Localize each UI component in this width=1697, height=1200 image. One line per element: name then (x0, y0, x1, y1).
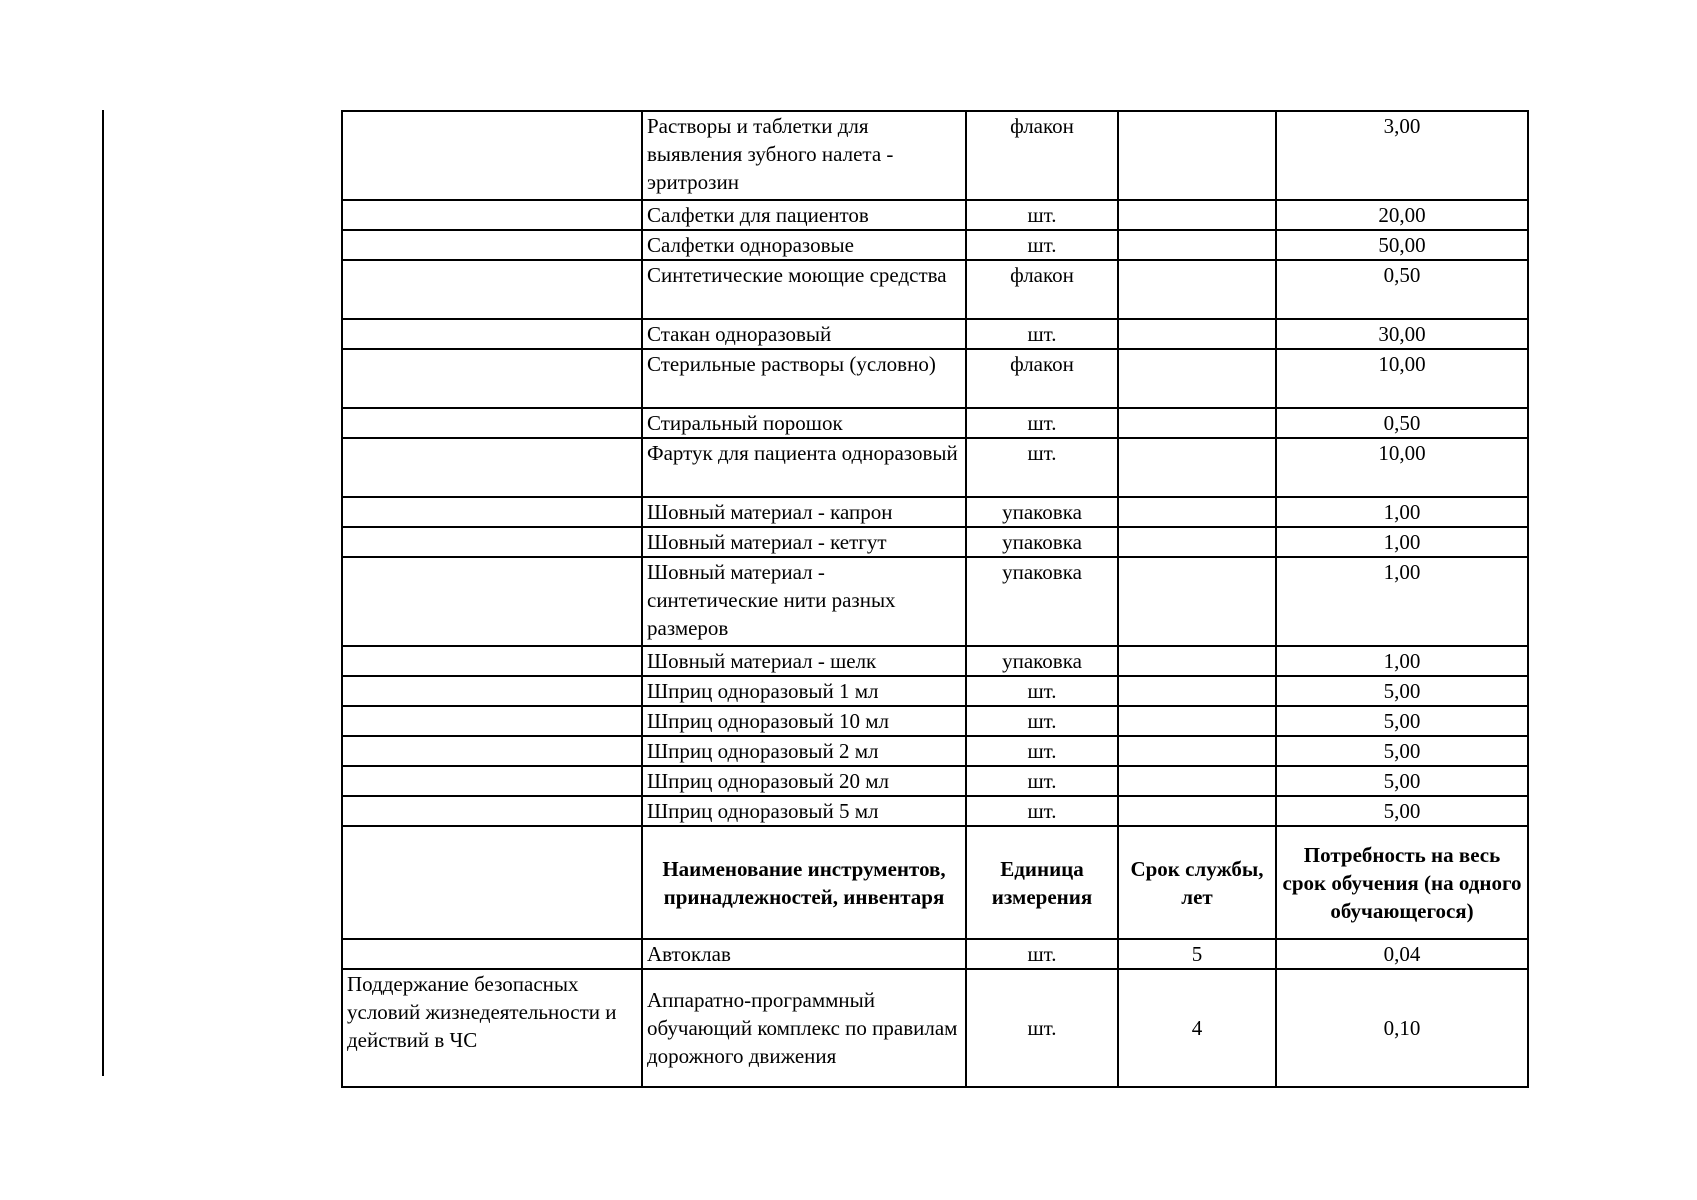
item-name: Синтетические моющие средства (642, 260, 966, 319)
item-unit: флакон (966, 349, 1118, 408)
table-row (342, 766, 1528, 796)
table-row (342, 200, 1528, 230)
item-name: Фартук для пациента одноразовый (642, 438, 966, 497)
equipment-table (341, 110, 1529, 1088)
item-life (1118, 527, 1276, 557)
item-unit: шт. (966, 200, 1118, 230)
item-name: Аппаратно-программный обучающий комплекс по правилам дорожного движения (642, 969, 966, 1087)
item-need: 50,00 (1276, 230, 1528, 260)
item-name: Стерильные растворы (условно) (642, 349, 966, 408)
item-life (1118, 408, 1276, 438)
section-cell (342, 557, 642, 646)
section-cell (342, 736, 642, 766)
item-life (1118, 111, 1276, 200)
item-name: Шприц одноразовый 20 мл (642, 766, 966, 796)
item-unit: шт. (966, 706, 1118, 736)
section-cell (342, 438, 642, 497)
section-cell: Поддержание безопасных условий жизнедеятельности и действий в ЧС (342, 969, 642, 1087)
item-unit: флакон (966, 260, 1118, 319)
section-cell (342, 349, 642, 408)
item-life (1118, 766, 1276, 796)
column-header-row (342, 826, 1528, 939)
table-row (342, 349, 1528, 408)
item-need: 5,00 (1276, 706, 1528, 736)
header-need: Потребность на весь срок обучения (на одного обучающегося) (1276, 826, 1528, 939)
item-name: Растворы и таблетки для выявления зубного налета - эритрозин (642, 111, 966, 200)
item-name: Шприц одноразовый 1 мл (642, 676, 966, 706)
table-row (342, 557, 1528, 646)
item-life: 5 (1118, 939, 1276, 969)
section-cell (342, 111, 642, 200)
section-cell (342, 497, 642, 527)
table-row (342, 408, 1528, 438)
left-margin-line (102, 110, 104, 1076)
section-cell (342, 706, 642, 736)
header-name: Наименование инструментов, принадлежностей, инвентаря (642, 826, 966, 939)
item-life (1118, 497, 1276, 527)
table-row (342, 646, 1528, 676)
item-name: Шовный материал - капрон (642, 497, 966, 527)
section-cell (342, 527, 642, 557)
table-row (342, 969, 1528, 1087)
item-need: 3,00 (1276, 111, 1528, 200)
item-unit: шт. (966, 438, 1118, 497)
item-unit: шт. (966, 796, 1118, 826)
item-name: Шприц одноразовый 5 мл (642, 796, 966, 826)
item-need: 1,00 (1276, 646, 1528, 676)
table-row (342, 497, 1528, 527)
item-need: 20,00 (1276, 200, 1528, 230)
item-name: Салфетки одноразовые (642, 230, 966, 260)
table-row (342, 706, 1528, 736)
item-need: 0,50 (1276, 260, 1528, 319)
item-need: 1,00 (1276, 557, 1528, 646)
item-unit: шт. (966, 319, 1118, 349)
item-name: Салфетки для пациентов (642, 200, 966, 230)
item-unit: шт. (966, 736, 1118, 766)
item-life (1118, 230, 1276, 260)
item-life (1118, 200, 1276, 230)
item-need: 30,00 (1276, 319, 1528, 349)
item-unit: упаковка (966, 557, 1118, 646)
item-need: 10,00 (1276, 438, 1528, 497)
item-name: Шовный материал - синтетические нити разных размеров (642, 557, 966, 646)
item-life (1118, 736, 1276, 766)
item-unit: шт. (966, 230, 1118, 260)
table-row (342, 438, 1528, 497)
table-row (342, 111, 1528, 200)
item-unit: шт. (966, 766, 1118, 796)
item-need: 5,00 (1276, 736, 1528, 766)
section-cell (342, 796, 642, 826)
section-cell (342, 260, 642, 319)
item-need: 1,00 (1276, 497, 1528, 527)
table-row (342, 319, 1528, 349)
item-need: 10,00 (1276, 349, 1528, 408)
item-life (1118, 260, 1276, 319)
item-life (1118, 319, 1276, 349)
item-name: Шприц одноразовый 2 мл (642, 736, 966, 766)
item-unit: упаковка (966, 527, 1118, 557)
item-name: Шприц одноразовый 10 мл (642, 706, 966, 736)
item-need: 1,00 (1276, 527, 1528, 557)
section-cell (342, 408, 642, 438)
item-unit: упаковка (966, 497, 1118, 527)
item-life (1118, 676, 1276, 706)
table-row (342, 796, 1528, 826)
table-row (342, 736, 1528, 766)
section-cell (342, 939, 642, 969)
table-row (342, 527, 1528, 557)
section-cell (342, 676, 642, 706)
item-need: 5,00 (1276, 766, 1528, 796)
item-unit: флакон (966, 111, 1118, 200)
item-life (1118, 706, 1276, 736)
section-cell (342, 646, 642, 676)
item-unit: шт. (966, 408, 1118, 438)
item-unit: шт. (966, 676, 1118, 706)
item-life (1118, 796, 1276, 826)
section-cell (342, 230, 642, 260)
item-life (1118, 646, 1276, 676)
item-life (1118, 557, 1276, 646)
header-unit: Единица измерения (966, 826, 1118, 939)
item-life (1118, 349, 1276, 408)
item-need: 0,10 (1276, 969, 1528, 1087)
item-name: Автоклав (642, 939, 966, 969)
section-cell (342, 200, 642, 230)
item-name: Стакан одноразовый (642, 319, 966, 349)
item-name: Шовный материал - шелк (642, 646, 966, 676)
item-life (1118, 438, 1276, 497)
item-unit: упаковка (966, 646, 1118, 676)
table-row (342, 230, 1528, 260)
item-need: 5,00 (1276, 676, 1528, 706)
header-life: Срок службы, лет (1118, 826, 1276, 939)
item-need: 5,00 (1276, 796, 1528, 826)
table-row (342, 260, 1528, 319)
table-row (342, 939, 1528, 969)
table-row (342, 676, 1528, 706)
item-name: Шовный материал - кетгут (642, 527, 966, 557)
section-cell (342, 319, 642, 349)
section-cell (342, 766, 642, 796)
item-life: 4 (1118, 969, 1276, 1087)
item-unit: шт. (966, 939, 1118, 969)
item-name: Стиральный порошок (642, 408, 966, 438)
item-need: 0,04 (1276, 939, 1528, 969)
item-need: 0,50 (1276, 408, 1528, 438)
section-cell (342, 826, 642, 939)
item-unit: шт. (966, 969, 1118, 1087)
